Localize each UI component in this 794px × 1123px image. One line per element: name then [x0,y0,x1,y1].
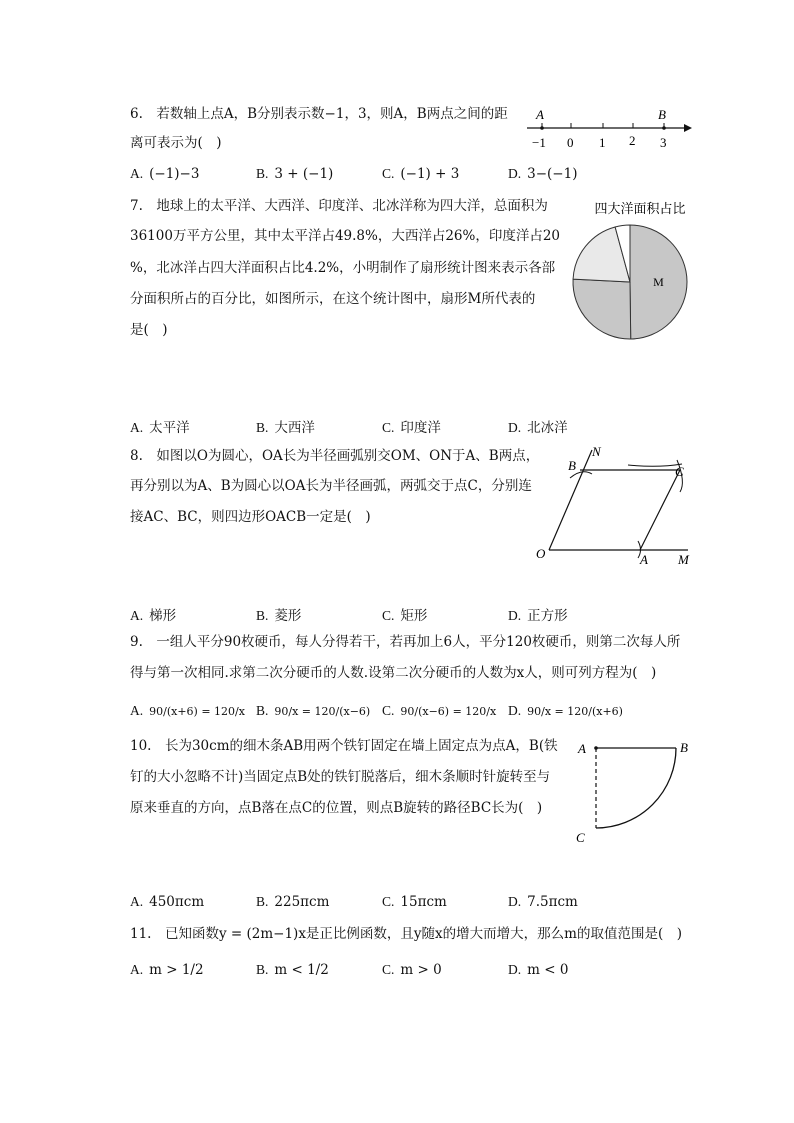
q10-option-d[interactable]: D. 7.5πcm [508,894,578,910]
q8-option-c[interactable]: C. 矩形 [382,608,428,624]
q9-option-b[interactable]: B. 90/x = 120/(x−6) [256,703,371,718]
q7-option-b[interactable]: B. 大西洋 [256,420,315,436]
q9-option-d[interactable]: D. 90/x = 120/(x+6) [508,703,623,718]
q8-stem-line-1: 8. 如图以O为圆心，OA长为半径画弧别交OM、ON于A、B两点， [130,448,540,464]
q10-label-a: A [578,741,586,756]
q10-option-a[interactable]: A. 450πcm [130,894,205,910]
q9-option-a[interactable]: A. 90/(x+6) = 120/x [130,703,245,718]
q10-label-b: B [680,740,688,755]
pie-chart-title: 四大洋面积占比 [594,201,686,216]
q6-stem-line-1: 6. 若数轴上点A，B分别表示数−1，3，则A，B两点之间的距 [130,106,508,122]
q8-stem-line-2: 再分别以为A、B为圆心以OA长为半径画弧，两弧交于点C，分别连 [130,478,532,494]
q8-option-d[interactable]: D. 正方形 [508,608,568,624]
q8-label-b: B [568,458,576,473]
q11-option-b[interactable]: B. m < 1/2 [256,962,329,978]
pie-slice [573,279,631,339]
q8-label-o: O [536,546,546,561]
q6-label-b: B [658,107,666,122]
q7-stem-line-3: %，北冰洋占四大洋面积占比4.2%，小明制作了扇形统计图来表示各部 [130,260,556,276]
q6-tick-label: 1 [599,135,606,150]
q7-stem-line-5: 是( ) [130,322,168,338]
q10-stem-line-2: 钉的大小忽略不计)当固定点B处的铁钉脱落后，细木条顺时针旋转至与 [130,769,551,785]
q6-option-c[interactable]: C. (−1) + 3 [382,166,460,182]
q6-tick-label: 0 [567,135,574,150]
q7-stem-line-2: 36100万平方公里，其中太平洋占49.8%，大西洋占26%，印度洋占20 [130,228,561,244]
q7-option-c[interactable]: C. 印度洋 [382,420,441,436]
q8-option-b[interactable]: B. 菱形 [256,608,302,624]
q7-stem-line-1: 7. 地球上的太平洋、大西洋、印度洋、北冰洋称为四大洋，总面积为 [130,198,548,214]
q6-label-a: A [536,107,544,122]
q8-stem-line-3: 接AC、BC，则四边形OACB一定是( ) [130,509,371,525]
q8-option-a[interactable]: A. 梯形 [130,608,177,624]
q8-rhombus-figure [530,440,710,570]
q6-number-line-figure [525,105,705,155]
q6-option-b[interactable]: B. 3 + (−1) [256,166,334,182]
q7-stem-line-4: 分面积所占的百分比，如图所示，在这个统计图中，扇形M所代表的 [130,291,536,307]
q10-option-c[interactable]: C. 15πcm [382,894,447,910]
q10-stem-line-3: 原来垂直的方向，点B落在点C的位置，则点B旋转的路径BC长为( ) [130,800,543,816]
q11-option-c[interactable]: C. m > 0 [382,962,442,978]
q6-option-a[interactable]: A. (−1)−3 [130,166,200,182]
q11-option-d[interactable]: D. m < 0 [508,962,569,978]
q10-option-b[interactable]: B. 225πcm [256,894,330,910]
q7-pie-chart [570,195,710,345]
q6-tick-label: 3 [660,135,667,150]
q7-option-d[interactable]: D. 北冰洋 [508,420,568,436]
q10-rotation-figure [572,738,712,848]
q6-tick-label: −1 [532,135,546,150]
q11-option-a[interactable]: A. m > 1/2 [130,962,204,978]
q9-stem-line-2: 得与第一次相同.求第二次分硬币的人数.设第二次分硬币的人数为x人，则可列方程为( ) [130,665,657,681]
q11-stem-line-1: 11. 已知函数y = (2m−1)x是正比例函数，且y随x的增大而增大，那么m的取值范围是( ) [130,926,683,942]
q6-stem-line-2: 离可表示为( ) [130,135,222,151]
pie-slice-label: M [653,274,664,289]
q6-tick-label: 2 [629,133,636,148]
q6-option-d[interactable]: D. 3−(−1) [508,166,578,182]
q8-label-a: A [640,552,648,567]
q8-label-n: N [592,444,601,459]
q8-label-c: C [675,464,684,479]
q7-option-a[interactable]: A. 太平洋 [130,420,190,436]
q10-label-c: C [576,830,585,845]
q10-stem-line-1: 10. 长为30cm的细木条AB用两个铁钉固定在墙上固定点为点A，B(铁 [130,738,558,754]
q9-stem-line-1: 9. 一组人平分90枚硬币，每人分得若干，若再加上6人，平分120枚硬币，则第二次每人所 [130,634,681,650]
q8-label-m: M [678,552,689,567]
q9-option-c[interactable]: C. 90/(x−6) = 120/x [382,703,497,718]
